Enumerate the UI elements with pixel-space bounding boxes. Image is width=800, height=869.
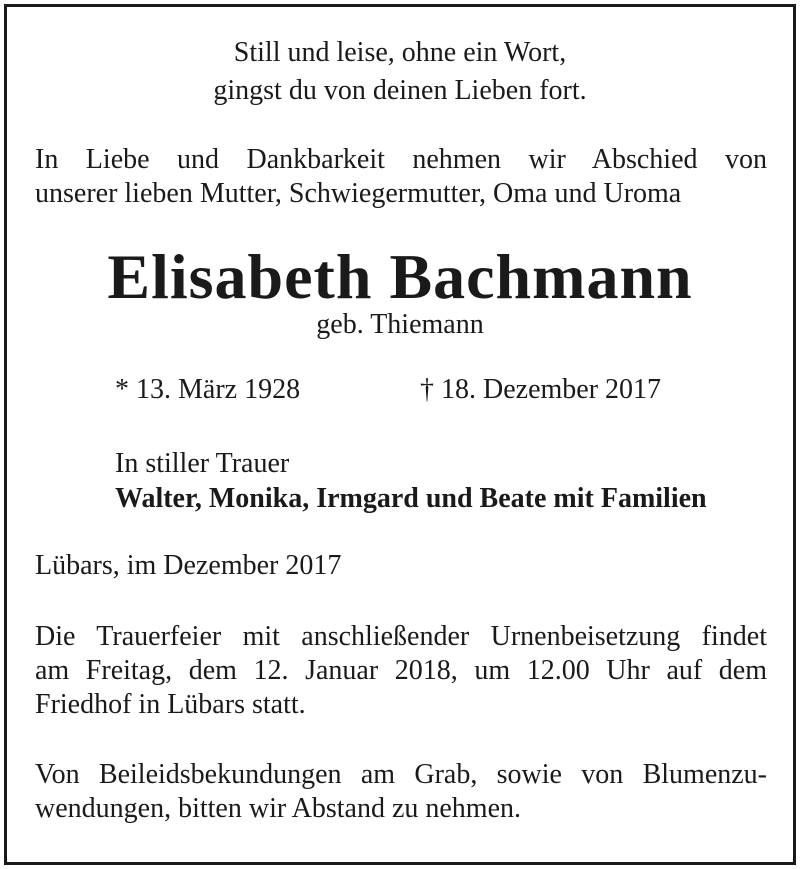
funeral-line-1: Die Trauerfeier mit anschließender Urnenbeisetzung findet bbox=[35, 621, 767, 652]
mourners-intro: In stiller Trauer bbox=[115, 448, 290, 479]
deceased-name: Elisabeth Bachmann bbox=[107, 241, 693, 312]
funeral-line-2: am Freitag, dem 12. Januar 2018, um 12.00 Uhr auf dem bbox=[35, 655, 767, 686]
intro-text bbox=[35, 143, 767, 211]
poem-line-2: gingst du von deinen Lieben fort. bbox=[213, 75, 587, 106]
funeral-line-3: Friedhof in Lübars statt. bbox=[35, 689, 306, 720]
condolences-text bbox=[35, 758, 767, 826]
birth-date: * 13. März 1928 bbox=[115, 374, 301, 405]
place-date: Lübars, im Dezember 2017 bbox=[35, 550, 342, 581]
mourners-names: Walter, Monika, Irmgard und Beate mit Familien bbox=[115, 483, 707, 514]
condolences-line-2: wendungen, bitten wir Abstand zu nehmen. bbox=[35, 793, 522, 824]
condolences-line-1: Von Beileidsbekundungen am Grab, sowie von Blumenzu- bbox=[35, 759, 767, 790]
funeral-text bbox=[35, 620, 767, 722]
intro-line-1: In Liebe und Dankbarkeit nehmen wir Abschied von bbox=[35, 144, 767, 175]
death-date: † 18. Dezember 2017 bbox=[420, 374, 662, 405]
intro-line-2: unserer lieben Mutter, Schwiegermutter, Oma und Uroma bbox=[35, 178, 682, 209]
poem-line-1: Still und leise, ohne ein Wort, bbox=[233, 37, 567, 68]
birth-name: geb. Thiemann bbox=[316, 309, 484, 340]
notice-border bbox=[4, 4, 796, 865]
